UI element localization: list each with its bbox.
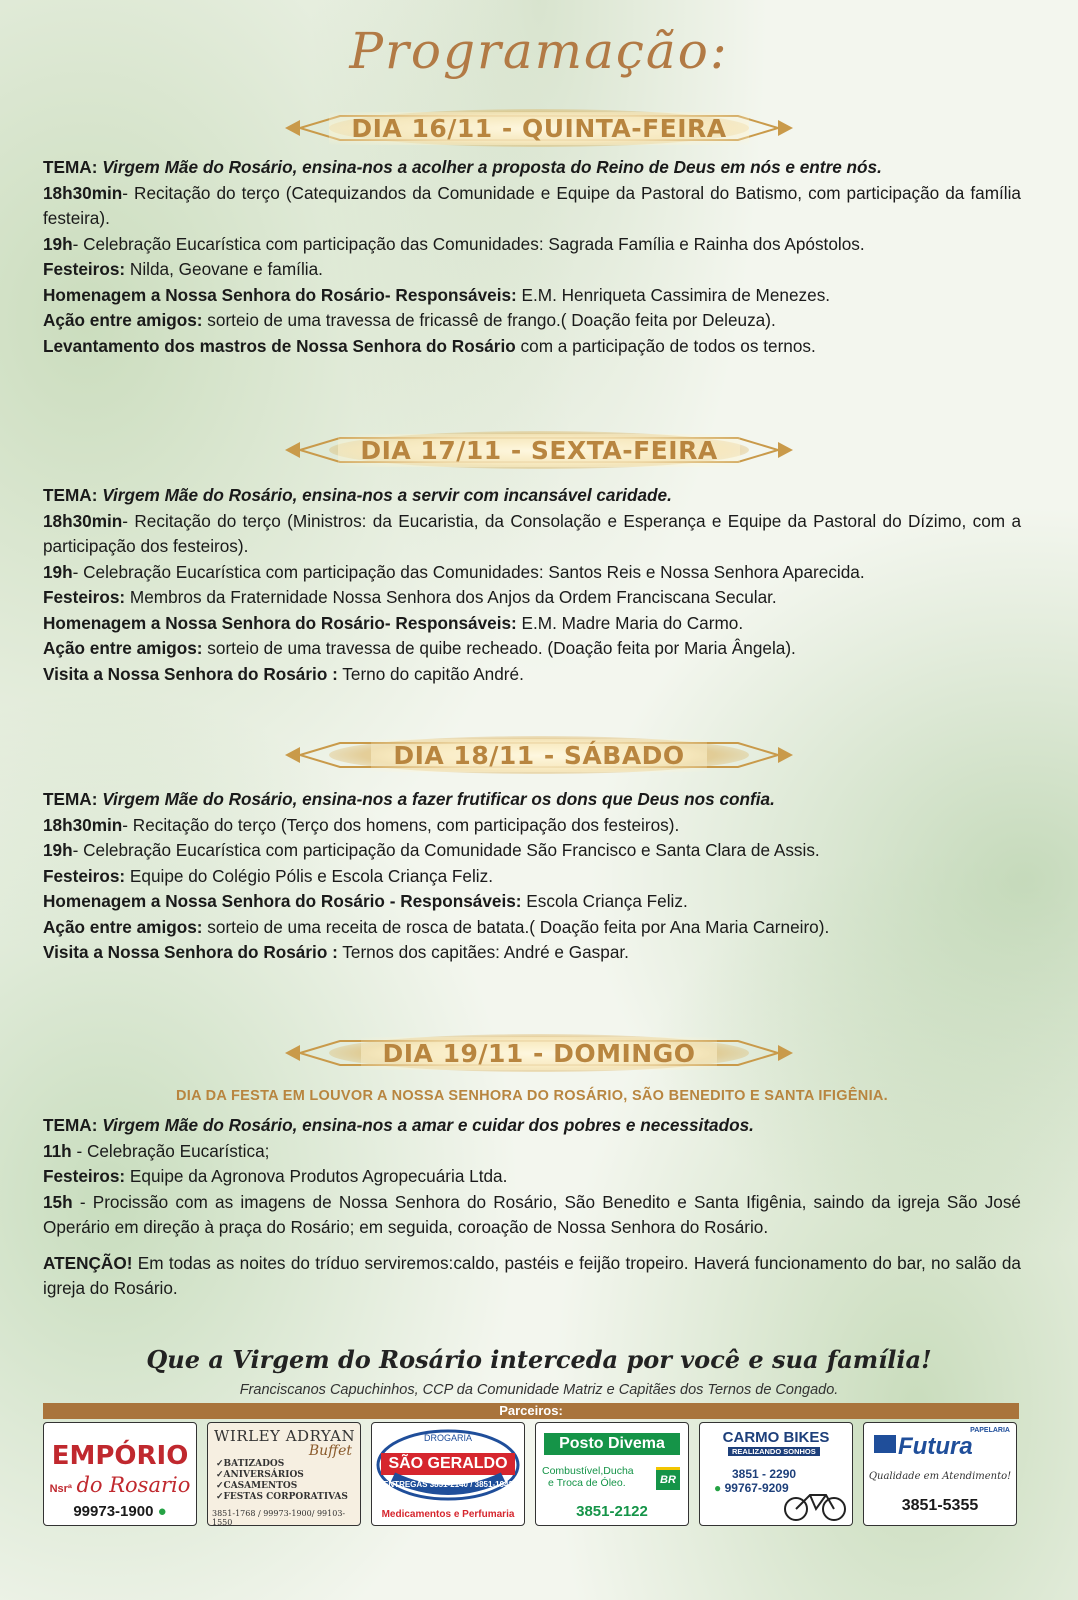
schedule-item: 15h - Procissão com as imagens de Nossa Senhora do Rosário, São Benedito e Santa Ifigênia, saindo da igreja São José Operário em direção à praça do Rosário; em seguida, coroação de Nossa Senhora do Rosário. [43, 1191, 1021, 1237]
closing-blessing: Que a Virgem do Rosário interceda por você e sua família! [146, 1345, 932, 1374]
partner-services: ✓BATIZADOS ✓ANIVERSÁRIOS ✓CASAMENTOS ✓FESTAS CORPORATIVAS [216, 1459, 348, 1502]
partner-name: Posto Divema [544, 1433, 680, 1455]
schedule-item: Festeiros: Equipe da Agronova Produtos Agropecuária Ltda. [43, 1166, 508, 1186]
schedule-item: Visita a Nossa Senhora do Rosário : Terno do capitão André. [43, 663, 524, 684]
partner-phone: 99767-9209 [724, 1481, 789, 1495]
partner-phone: 3851-2122 [576, 1503, 648, 1520]
schedule-item: Ação entre amigos: sorteio de uma travessa de quibe recheado. (Doação feita por Maria Ângela). [43, 638, 796, 658]
partner-divema [535, 1422, 689, 1526]
festa-heading: DIA DA FESTA EM LOUVOR A NOSSA SENHORA DO ROSÁRIO, SÃO BENEDITO E SANTA IFIGÊNIA. [175, 1088, 888, 1104]
day-banner-1 [280, 108, 798, 148]
tema-line: TEMA: Virgem Mãe do Rosário, ensina-nos a fazer frutificar os dons que Deus nos confia. [43, 789, 775, 809]
partners-label: Parceiros: [43, 1403, 1019, 1419]
day-title: DIA 16/11 - QUINTA-FEIRA [329, 112, 748, 145]
partner-phone: 3851 - 2290 [732, 1467, 797, 1481]
day-banner-4 [280, 1033, 798, 1073]
whatsapp-icon: ● [714, 1481, 722, 1495]
partner-name: CARMO BIKES [722, 1429, 830, 1446]
partner-phone: 3851-1768 / 99973-1900/ 99103-1550 [212, 1509, 346, 1526]
partner-name: WIRLEY ADRYAN [214, 1427, 356, 1445]
day-banner-2 [280, 430, 798, 470]
partner-slogan: Qualidade em Atendimento! [868, 1471, 1012, 1482]
schedule-item: Homenagem a Nossa Senhora do Rosário - Responsáveis: Escola Criança Feliz. [43, 891, 688, 911]
partner-carmo [699, 1422, 853, 1526]
schedule-item: Homenagem a Nossa Senhora do Rosário- Responsáveis: E.M. Madre Maria do Carmo. [43, 612, 744, 633]
page-title: Programação: [349, 22, 729, 80]
schedule-item: Levantamento dos mastros de Nossa Senhora do Rosário com a participação de todos os ternos. [43, 335, 816, 356]
partner-line: Combustível,Ducha [542, 1465, 634, 1477]
partner-line: e Troca de Óleo. [548, 1477, 626, 1489]
partner-sub: Buffet [308, 1443, 352, 1459]
day-banner-3 [280, 735, 798, 775]
tema-line: TEMA: Virgem Mãe do Rosário, ensina-nos a servir com incansável caridade. [43, 485, 672, 505]
day-title: DIA 18/11 - SÁBADO [371, 739, 706, 772]
schedule-item: Festeiros: Equipe do Colégio Pólis e Escola Criança Feliz. [43, 865, 493, 886]
partner-phone: 99973-1900 ● [73, 1503, 167, 1520]
tema-line: TEMA: Virgem Mãe do Rosário, ensina-nos a acolher a proposta do Reino de Deus em nós e entre nós. [43, 157, 882, 177]
partner-footer: Medicamentos e Perfumaria [381, 1509, 515, 1520]
credits: Franciscanos Capuchinhos, CCP da Comunidade Matriz e Capitães dos Ternos de Congado. [239, 1382, 839, 1398]
partner-top: DROGARIA [423, 1433, 472, 1443]
partner-saogeraldo [371, 1422, 525, 1526]
partner-name: EMPÓRIO [51, 1441, 189, 1471]
schedule-item: 18h30min- Recitação do terço (Terço dos homens, com participação dos festeiros). [43, 814, 680, 835]
day-2-content [43, 483, 1021, 687]
schedule-item: 19h- Celebração Eucarística com participação das Comunidades: Santos Reis e Nossa Senhora Aparecida. [43, 561, 865, 582]
futura-logo-icon [874, 1435, 896, 1453]
whatsapp-icon: ● [157, 1503, 167, 1520]
br-badge-icon: BR [656, 1467, 680, 1490]
partner-emporio [43, 1422, 197, 1526]
partner-tag: PAPELARIA [970, 1427, 1010, 1434]
partner-futura [863, 1422, 1017, 1526]
day-4-content [43, 1113, 1021, 1302]
day-1-content [43, 155, 1021, 359]
day-title: DIA 17/11 - SEXTA-FEIRA [338, 434, 739, 467]
schedule-item: 18h30min- Recitação do terço (Catequizandos da Comunidade e Equipe da Pastoral do Batismo, com participação da família festeira). [43, 182, 1021, 228]
schedule-item: 18h30min- Recitação do terço (Ministros: da Eucaristia, da Consolação e Esperança e Equipe da Pastoral do Dízimo, com a participação dos festeiros). [43, 510, 1021, 556]
partners-row [43, 1422, 1019, 1530]
attention-note: ATENÇÃO! Em todas as noites do tríduo serviremos:caldo, pastéis e feijão tropeiro. Haverá funcionamento do bar, no salão da igreja do Rosário. [43, 1252, 1021, 1298]
partner-sub-prefix: Nsrª [49, 1483, 73, 1495]
partner-name: Futura [898, 1433, 973, 1460]
tema-line: TEMA: Virgem Mãe do Rosário, ensina-nos a amar e cuidar dos pobres e necessitados. [43, 1115, 754, 1135]
bicycle-icon [780, 1483, 850, 1523]
schedule-item: Festeiros: Membros da Fraternidade Nossa Senhora dos Anjos da Ordem Franciscana Secular. [43, 587, 777, 607]
schedule-item: Visita a Nossa Senhora do Rosário : Ternos dos capitães: André e Gaspar. [43, 942, 629, 962]
partner-sub: do Rosario [76, 1473, 191, 1497]
schedule-item: 19h- Celebração Eucarística com participação das Comunidades: Sagrada Família e Rainha dos Apóstolos. [43, 233, 865, 254]
schedule-item: 19h- Celebração Eucarística com participação da Comunidade São Francisco e Santa Clara de Assis. [43, 840, 820, 860]
partner-name: SÃO GERALDO [388, 1455, 508, 1472]
schedule-item: Homenagem a Nossa Senhora do Rosário- Responsáveis: E.M. Henriqueta Cassimira de Menezes. [43, 284, 831, 305]
schedule-item: Ação entre amigos: sorteio de uma receita de rosca de batata.( Doação feita por Ana Maria Carneiro). [43, 916, 830, 937]
schedule-item: Festeiros: Nilda, Geovane e família. [43, 259, 323, 279]
partner-wirley [207, 1422, 361, 1526]
partner-sub: ENTREGAS 3851-2140 / 3851-1942 [383, 1480, 513, 1489]
partner-tag: REALIZANDO SONHOS [728, 1447, 820, 1456]
day-title: DIA 19/11 - DOMINGO [361, 1037, 718, 1070]
day-3-content [43, 787, 1021, 966]
partner-phone: 3851-5355 [901, 1497, 979, 1514]
schedule-item: Ação entre amigos: sorteio de uma travessa de fricassê de frango.( Doação feita por Deleuza). [43, 310, 776, 330]
schedule-item: 11h - Celebração Eucarística; [43, 1140, 270, 1161]
